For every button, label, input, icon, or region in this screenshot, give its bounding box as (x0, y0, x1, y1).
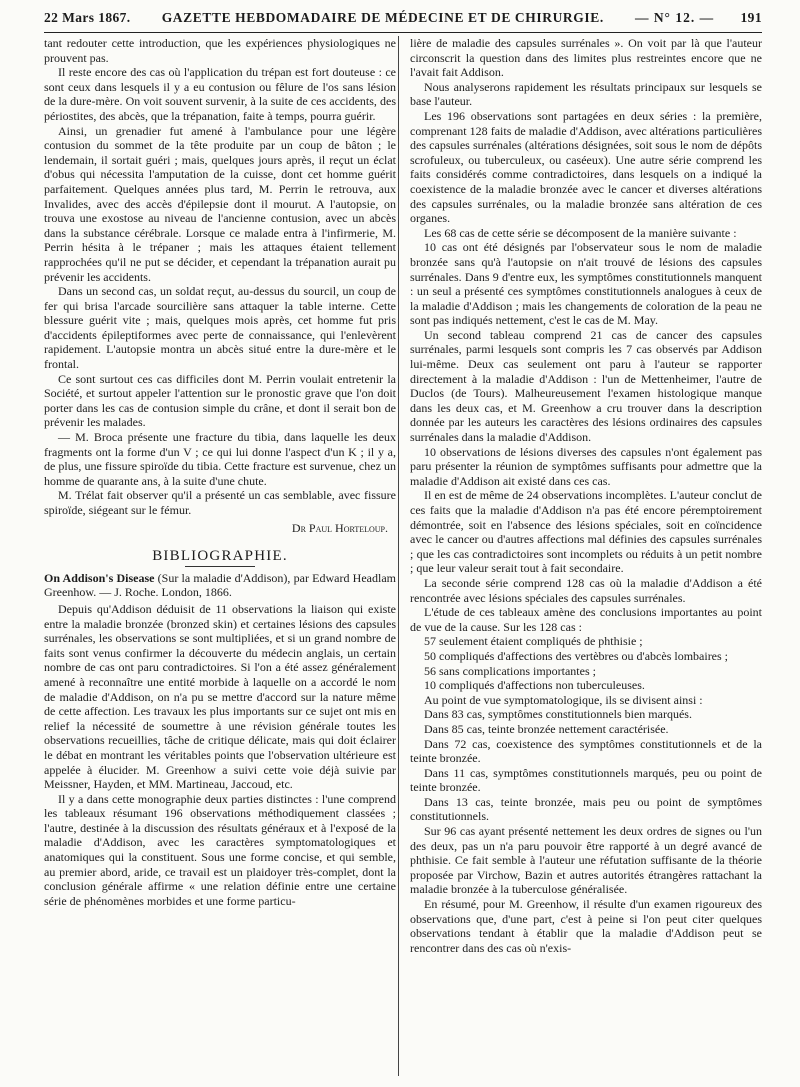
paragraph: Depuis qu'Addison déduisit de 11 observations la liaison qui existe entre la maladie bronzée (bronzed skin) et certaines lésions des capsules surrénales, les observations se sont multipliées, et si un grand nombre de faits sont venus confirmer la découverte du médecin anglais, un certain nombre de cas ont paru contradictoires. Si l'on a été assez généralement amené à reconnaître une entité morbide à laquelle on a accordé le nom de maladie d'Addison, on n'a pu se mettre d'accord sur la nature même de cette affection. Les travaux les plus importants sur ce sujet ont mis en relief la nécessité de soumettre à une révision générale toutes les observations recueillies, tâche de critique délicate, mais qui doit éclairer le débat en montrant les véritables points que l'observation ultérieure est appelée à élucider. M. Greenhow a suivi cette voie déjà suivie par Meissner, Hayden, et MM. Martineau, Jaccoud, etc. (44, 601, 396, 792)
column-divider (398, 36, 399, 1076)
list-item: 50 compliqués d'affections des vertèbres ou d'abcès lombaires ; (424, 648, 729, 663)
list-item: 57 seulement étaient compliqués de phthisie ; (424, 634, 643, 649)
list-item: Dans 13 cas, teinte bronzée, mais peu ou point de symptômes constitutionnels. (410, 794, 762, 824)
header-date: 22 Mars 1867. (44, 10, 131, 25)
list-item: 56 sans complications importantes ; (424, 663, 596, 678)
paragraph: tant redouter cette introduction, que les expériences physiologiques ne prouvent pas. (44, 36, 396, 65)
paragraph: En résumé, pour M. Greenhow, il résulte d'un examen rigoureux des observations que, d'une part, c'est à peine si l'on peut citer quelques observations tendant à établir que la maladie d'Addison peut se rencontrer dans des cas où n'exis- (410, 897, 762, 955)
paragraph: Un second tableau comprend 21 cas de cancer des capsules surrénales, parmi lesquels sont compris les 7 cas observés par Addison lui-même. Deux cas seulement ont paru à l'auteur se rapporter directement à la maladie d'Addison : l'un de Mettenheimer, l'autre de Duclos (de Tours). Malheureusement l'examen histologique manque dans les deux cas, et M. Greenhow a cru trouver dans la description donnée par les auteurs les caractères des lésions ordinaires des capsules surrénales dans la maladie d'Addison. (410, 327, 762, 445)
header-title: GAZETTE HEBDOMADAIRE DE MÉDECINE ET DE CHIRURGIE. (161, 10, 604, 25)
list-item: 10 compliqués d'affections non tuberculeuses. (424, 678, 645, 693)
paragraph: Nous analyserons rapidement les résultats principaux sur lesquels se base l'auteur. (410, 79, 762, 109)
paragraph: Dans un second cas, un soldat reçut, au-dessus du sourcil, un coup de fer qui brisa l'arcade sourcilière sans attaquer la table interne. Cette blessure guérit vite ; mais, quelques mois après, cet homme fut pris d'accidents épileptiformes avec perte de connaissance, qui l'enlevèrent rapidement. L'autopsie montra un abcès situé entre la dure-mère et le frontal. (44, 284, 396, 372)
paragraph: Sur 96 cas ayant présenté nettement les deux ordres de signes ou l'un des deux, pas un n'a paru pouvoir être rapporté à un degré avancé de phthisie. Ce fait semble à l'auteur une réfutation suffisante de la théorie proposée par Virchow, Bazin et autres autorités étrangères rattachant la maladie bronzée à la tuberculose généralisée. (410, 824, 762, 897)
list-item: Dans 11 cas, symptômes constitutionnels marqués, peu ou point de teinte bronzée. (410, 765, 762, 795)
bibliography-entry (44, 571, 396, 600)
paragraph: Les 196 observations sont partagées en deux séries : la première, comprenant 128 faits de maladie d'Addison, avec altérations particulières des capsules surrénales (altérations désignées, soit sous le nom de dépôts scrofuleux, ou tuberculeux, ou caséeux). Une autre série comprend les faits considérés comme contradictoires, dans lesquels on a indiqué la coexistence de la maladie bronzée avec le cancer et diverses altérations des capsules surrénales, ou la maladie bronzée sans altération de ces organes. (410, 108, 762, 226)
paragraph: Les 68 cas de cette série se décomposent de la manière suivante : (424, 225, 737, 240)
paragraph: Ainsi, un grenadier fut amené à l'ambulance pour une légère contusion du sommet de la tête produite par un coup de bâton ; le lendemain, il sortait guéri ; mais, quelques jours après, il reçut un éclat d'obus qui nécessita l'amputation de la cuisse, dont cet homme guérit parfaitement. Quelques années plus tard, M. Perrin le retrouva, aux Invalides, avec des accès d'épilepsie dont il mourut. A l'autopsie, on trouva une exostose au niveau de l'ancienne contusion, avec un abcès dans la substance cérébrale. Lorsque ce malade entra à l'infirmerie, M. Perrin hésita à le trépaner ; mais les attaques étaient tellement rapprochées qu'il ne put se décider, et cependant la trépanation aurait pu prévenir les accidents. (44, 123, 396, 284)
paragraph: lière de maladie des capsules surrénales ». On voit par là que l'auteur circonscrit la question dans des limites plus restreintes encore que ne l'avait fait Addison. (410, 36, 762, 80)
list-item: Dans 85 cas, teinte bronzée nettement caractérisée. (424, 721, 669, 736)
paragraph: 10 cas ont été désignés par l'observateur sous le nom de maladie bronzée sans qu'à l'autopsie on n'ait trouvé de lésions des capsules surrénales. Dans 9 d'entre eux, les symptômes constitutionnels manquent : un seul a présenté ces symptômes constitutionnels analogues à ceux de la maladie d'Addison ; mais les changements de coloration de la peau ne sont pas indiqués nettement, c'est le cas de M. May. (410, 240, 762, 328)
right-column (410, 36, 762, 955)
left-column (44, 36, 396, 955)
author-signature: Dr Paul Horteloup. (291, 520, 388, 535)
paragraph: Il en est de même de 24 observations incomplètes. L'auteur conclut de ces faits que la maladie d'Addison n'a pas été encore péremptoirement démontrée, soit en l'absence des lésions spéciales, soit en coïncidence avec le cancer ou d'autres affections mal définies des capsules surrénales ; que les cas contradictoires sont incomplets ou réduits à un petit nombre ; que leur valeur serait tout à fait secondaire. (410, 488, 762, 576)
header-issue: — N° 12. — (634, 10, 715, 25)
running-header (44, 10, 762, 33)
paragraph: Ce sont surtout ces cas difficiles dont M. Perrin voulait entretenir la Société, et surtout appeler l'attention sur le pronostic grave que l'on doit porter dans les cas de contusion simple du crâne, et dont il serait bon de prévenir les malades. (44, 371, 396, 430)
section-title: BIBLIOGRAPHIE. (152, 548, 288, 565)
paragraph: Il reste encore des cas où l'application du trépan est fort douteuse : ce sont ceux dans lesquels il y a eu contusion ou fêlure de l'os sans lésion de la dure-mère. On voit souvent survenir, à la suite de ces accidents, des périostites, des abcès, que la trépanation, faite à temps, pourra guérir. (44, 65, 396, 123)
header-page-number: 191 (740, 10, 762, 25)
paragraph: L'étude de ces tableaux amène des conclusions importantes au point de vue de la cause. Sur les 128 cas : (410, 605, 762, 634)
paragraph: Il y a dans cette monographie deux parties distinctes : l'une comprend les tableaux résumant 196 observations méthodiquement classées ; l'autre, destinée à la discussion des résultats généraux et à l'exposé de la maladie d'Addison, avec les caractères symptomatologiques et anatomiques qui la constituent. Sous une forme concise, et qui semble, au premier abord, aride, ce travail est un plaidoyer très-complet, dont la conclusion générale affirme « une relation définie entre une certaine série de phénomènes morbides et une forme particu- (44, 791, 396, 908)
list-item: Dans 72 cas, coexistence des symptômes constitutionnels et de la teinte bronzée. (410, 736, 762, 766)
list-item: Dans 83 cas, symptômes constitutionnels bien marqués. (424, 707, 692, 722)
paragraph: — M. Broca présente une fracture du tibia, dans laquelle les deux fragments ont la forme d'un V ; ce qui lui donne l'aspect d'un K ; il y a, de plus, une fissure spiroïde du tibia. Cette fracture est survenue, chez un homme de quarante ans, à la suite d'une chute. (44, 430, 396, 488)
book-details: (Sur la maladie d'Addison), par Edward Headlam Greenhow. — J. Roche. London, 1866. (44, 570, 396, 600)
book-title: On Addison's Disease (44, 570, 155, 585)
two-column-body (44, 36, 762, 955)
paragraph: La seconde série comprend 128 cas où la maladie d'Addison a été rencontrée avec lésions spéciales des capsules surrénales. (410, 575, 762, 605)
list-item: Au point de vue symptomatologique, ils se divisent ainsi : (424, 692, 703, 707)
paragraph: 10 observations de lésions diverses des capsules n'ont également pas paru présenter la réunion de symptômes suffisants pour admettre que la maladie d'Addison ait existé dans ces cas. (410, 444, 762, 488)
section-rule (185, 566, 255, 567)
header-right (635, 10, 762, 26)
paragraph: M. Trélat fait observer qu'il a présenté un cas semblable, avec fissure spiroïde, siégeant sur le fémur. (44, 488, 396, 517)
